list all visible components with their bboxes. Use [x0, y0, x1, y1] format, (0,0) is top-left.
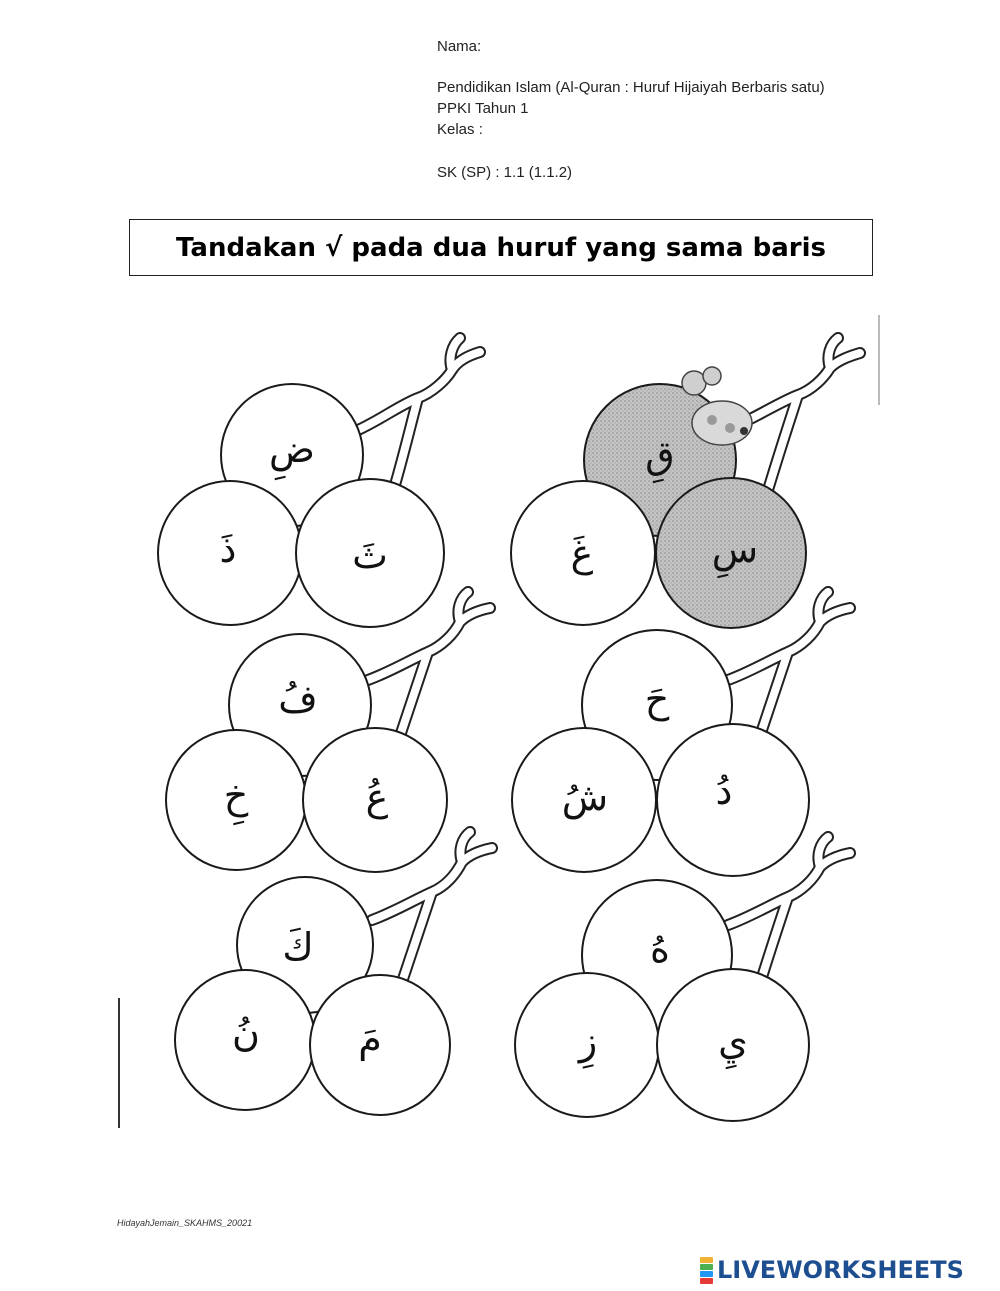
grape-cluster-3 — [166, 592, 490, 872]
standard-line: SK (SP) : 1.1 (1.1.2) — [437, 164, 573, 181]
grape-cluster-4 — [512, 592, 850, 876]
liveworksheets-logo — [700, 1255, 964, 1285]
brand-name: LIVEWORKSHEETS — [717, 1256, 964, 1284]
grape-letter-top: هُ — [650, 927, 670, 971]
grape-letter-right: يِ — [718, 1019, 748, 1063]
class-label: Kelas : — [437, 121, 483, 138]
grape-letter-top: حَ — [644, 677, 670, 721]
grape-right[interactable] — [657, 724, 809, 876]
grape-letter-right: ثَ — [352, 533, 388, 577]
grape-letter-left: نُ — [232, 1011, 260, 1055]
subject-line: Pendidikan Islam (Al-Quran : Huruf Hijaiyah Berbaris satu) — [437, 79, 825, 96]
grape-cluster-6 — [515, 837, 850, 1121]
name-label: Nama: — [437, 38, 482, 55]
grape-letter-right: سِ — [711, 527, 759, 571]
grape-letter-left: ذَ — [219, 527, 237, 571]
grape-cluster-5 — [175, 832, 492, 1115]
grape-letter-top: ضِ — [269, 427, 315, 471]
grape-letter-right: دُ — [715, 769, 733, 813]
grape-letter-right: عُ — [365, 775, 389, 819]
author-credit: HidayahJemain_SKAHMS_20021 — [117, 1218, 253, 1228]
instruction-text: Tandakan √ pada dua huruf yang sama baris — [176, 232, 826, 263]
grape-letter-left: غَ — [570, 531, 594, 575]
grape-cluster-2 — [511, 338, 860, 628]
grape-letter-top: قِ — [645, 433, 675, 477]
grape-letter-left: شُ — [561, 775, 609, 819]
grape-letter-left: زِ — [578, 1019, 598, 1063]
grape-letter-top: كَ — [282, 925, 314, 969]
grape-letter-right: مَ — [358, 1017, 382, 1061]
grape-letter-left: خِ — [223, 773, 249, 817]
program-line: PPKI Tahun 1 — [437, 100, 529, 117]
grape-letter-top: فُ — [278, 677, 318, 721]
grape-cluster-1 — [158, 338, 480, 627]
brand-icon — [700, 1257, 713, 1284]
